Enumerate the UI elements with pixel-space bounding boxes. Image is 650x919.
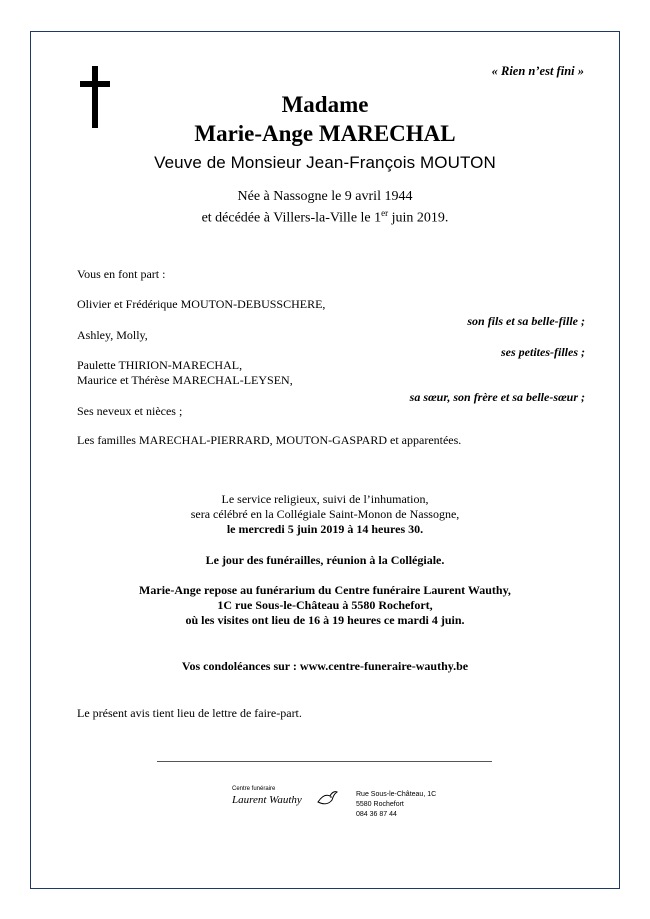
family-name-2: Ashley, Molly,	[77, 328, 148, 342]
footer-address	[356, 790, 436, 820]
family-relation-1: son fils et sa belle-fille ;	[467, 314, 585, 328]
family-relation-3: sa sœur, son frère et sa belle-sœur ;	[409, 390, 585, 404]
repose-line-2: 1C rue Sous-le-Château à 5580 Rochefort,	[217, 598, 433, 612]
service-line-2: sera célébré en la Collégiale Saint-Monon de Nassogne,	[190, 507, 460, 521]
repose-block	[0, 583, 650, 628]
phone: 084 36 87 44	[356, 811, 397, 818]
logo-script-text: Laurent Wauthy	[232, 794, 302, 806]
deceased-name: Marie-Ange MARECHAL	[194, 121, 456, 146]
family-name-3b: Maurice et Thérèse MARECHAL-LEYSEN,	[77, 373, 293, 387]
life-dates	[0, 188, 650, 227]
condolences: Vos condoléances sur : www.centre-funeraire-wauthy.be	[181, 659, 469, 673]
intro: Vous en font part :	[77, 267, 166, 281]
gathering: Le jour des funérailles, réunion à la Collégiale.	[205, 553, 445, 567]
dove-icon	[316, 788, 338, 810]
widow-of: Veuve de Monsieur Jean-François MOUTON	[154, 153, 496, 172]
repose-line-3: où les visites ont lieu de 16 à 19 heures ce mardi 4 juin.	[185, 613, 465, 627]
address-line-2: 5580 Rochefort	[356, 801, 404, 808]
service-block	[0, 492, 650, 537]
family-name-1: Olivier et Frédérique MOUTON-DEBUSSCHERE,	[77, 297, 326, 311]
family-relation-2: ses petites-filles ;	[501, 345, 585, 359]
logo-small-text: Centre funéraire	[232, 786, 276, 792]
nephews: Ses neveux et nièces ;	[77, 404, 183, 418]
closing-note: Le présent avis tient lieu de lettre de faire-part.	[77, 706, 302, 720]
honorific: Madame	[281, 92, 369, 117]
service-line-1: Le service religieux, suivi de l’inhumation,	[221, 492, 429, 506]
family-name-3a: Paulette THIRION-MARECHAL,	[77, 358, 243, 372]
death-line: et décédée à Villers-la-Ville le 1er juin 2019.	[201, 208, 449, 226]
funeral-home-logo	[232, 786, 342, 816]
footer-divider	[157, 761, 492, 762]
families: Les familles MARECHAL-PIERRARD, MOUTON-GASPARD et apparentées.	[77, 433, 462, 447]
motto: « Rien n’est fini »	[491, 64, 584, 78]
repose-line-1: Marie-Ange repose au funérarium du Centre funéraire Laurent Wauthy,	[139, 583, 511, 597]
address-line-1: Rue Sous-le-Château, 1C	[356, 791, 437, 798]
birth-line: Née à Nassogne le 9 avril 1944	[237, 189, 413, 204]
service-line-3: le mercredi 5 juin 2019 à 14 heures 30.	[226, 522, 424, 536]
